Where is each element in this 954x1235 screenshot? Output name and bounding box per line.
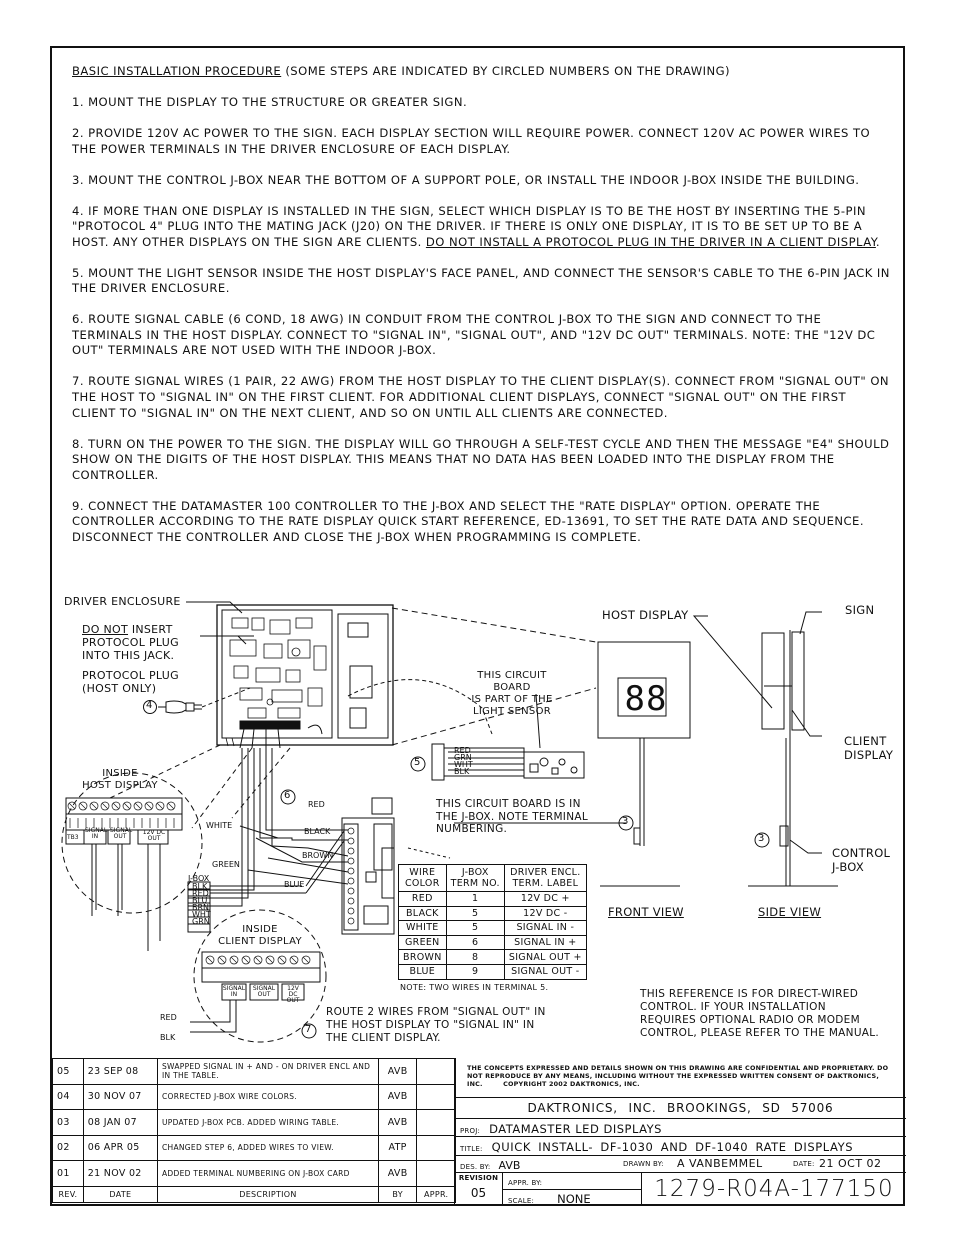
step-1: 1. MOUNT THE DISPLAY TO THE STRUCTURE OR GREATER SIGN. (72, 94, 468, 109)
ref-line1: THIS REFERENCE IS FOR DIRECT-WIRED (640, 988, 859, 1000)
header-wire-color: WIRE COLOR (399, 865, 447, 892)
company-name: DAKTRONICS, INC. BROOKINGS, SD 57006 (455, 1098, 906, 1119)
sensor-line2: IS PART OF THE (471, 694, 553, 705)
revision-number: 05 (470, 1186, 487, 1200)
step-4: 4. IF MORE THAN ONE DISPLAY IS INSTALLED IN THE SIGN, SELECT WHICH DISPLAY IS TO BE THE HOST BY INSERTING THE 5-PIN "PROTOCOL 4" PLUG INTO THE MATING JACK (J20) ON THE DRIVER. IF THERE IS ONLY ONE DISPLAY, IT IS TO BE SET UP TO BE A HOST. ANY OTHER DISPLAYS ON THE SIGN ARE CLIENTS. (72, 203, 866, 249)
procedure-heading: BASIC INSTALLATION PROCEDURE (72, 64, 282, 78)
project-row (455, 1119, 906, 1137)
route-line1: ROUTE 2 WIRES FROM "SIGNAL OUT" IN (326, 1006, 546, 1018)
jbox-wire-list (192, 883, 211, 925)
drawing-date: 21 OCT 02 (819, 1157, 882, 1170)
front-view-label: FRONT VIEW (608, 905, 684, 919)
table-row: GREEN 6 SIGNAL IN + (399, 935, 587, 950)
title-label: TITLE: (460, 1145, 483, 1153)
host-display-label: HOST DISPLAY (602, 608, 689, 622)
route-line2: THE HOST DISPLAY TO "SIGNAL IN" IN (326, 1019, 535, 1031)
scale-label: SCALE: (508, 1197, 535, 1205)
step-4-warning: DO NOT INSTALL A PROTOCOL PLUG IN THE DRIVER IN A CLIENT DISPLAY (425, 234, 876, 249)
scale-value: NONE (557, 1192, 591, 1206)
scale-box (503, 1190, 642, 1206)
step-4-end: . (875, 234, 881, 249)
title-block (454, 1058, 906, 1206)
drawn-by-label: DRAWN BY: (623, 1160, 664, 1168)
sensor-wire-blk: BLK (454, 767, 470, 776)
design-row (455, 1156, 906, 1173)
inside-host-label (80, 768, 160, 792)
ref-line2: CONTROL. IF YOUR INSTALLATION (640, 1001, 826, 1013)
step-3-marker-front: 3 (622, 816, 629, 827)
jbox-board-line3: NUMBERING. (436, 823, 508, 835)
wire-blue-label: BLUE (284, 880, 305, 889)
confidentiality-notice (455, 1058, 906, 1098)
step-8: 8. TURN ON THE POWER TO THE SIGN. THE DISPLAY WILL GO THROUGH A SELF-TEST CYCLE AND THEN THE MESSAGE "E4" SHOULD SHOW ON THE DIGITS OF THE HOST DISPLAY. THIS MEANS THAT NO DATA HAS BEEN LOADED INTO THE DISPLAY FROM THE CONTROLLER. (72, 436, 890, 482)
procedure-heading-note: (SOME STEPS ARE INDICATED BY CIRCLED NUMBERS ON THE DRAWING) (281, 64, 731, 78)
revision-label: REVISION (458, 1174, 499, 1182)
table-row: 03 08 JAN 07 UPDATED J-BOX PCB. ADDED WIRING TABLE. AVB (53, 1110, 456, 1136)
driver-enclosure-label: DRIVER ENCLOSURE (64, 595, 181, 608)
confidential-text: THE CONCEPTS EXPRESSED AND DETAILS SHOWN ON THIS DRAWING ARE CONFIDENTIAL AND PROPRIETARY. DO NOT REPRODUCE BY ANY MEANS, INCLUDING WITHOUT THE EXPRESSED WRITTEN CONSENT OF DAKTRONICS, INC. (467, 1064, 889, 1088)
wiring-note: NOTE: TWO WIRES IN TERMINAL 5. (400, 983, 549, 992)
step-3-marker-side: 3 (758, 833, 765, 844)
jbox-board-line1: THIS CIRCUIT BOARD IS IN (436, 798, 581, 810)
step-3: 3. MOUNT THE CONTROL J-BOX NEAR THE BOTTOM OF A SUPPORT POLE, OR INSTALL THE INDOOR J-BOX INSIDE THE BUILDING. (72, 172, 860, 187)
revision-box (455, 1173, 503, 1206)
header-driver-label: DRIVER ENCL. TERM. LABEL (504, 865, 586, 892)
step-5-marker: 5 (414, 757, 421, 768)
wire-white-label: WHITE (206, 821, 233, 830)
header-jbox-term: J-BOX TERM NO. (446, 865, 504, 892)
do-not-text: DO NOT (82, 623, 129, 636)
wiring-table-header (399, 865, 587, 892)
reference-note (640, 988, 879, 1040)
table-row: BLACK 5 12V DC - (399, 906, 587, 921)
step-7: 7. ROUTE SIGNAL WIRES (1 PAIR, 22 AWG) FROM THE HOST DISPLAY TO THE CLIENT DISPLAY(S). CONNECT FROM "SIGNAL OUT" ON THE HOST TO "SIGNAL IN" ON THE FIRST CLIENT. FOR ADDITIONAL CLIENT DISPLAYS, CONNECT "SIGNAL OUT" ON THE FIRST CLIENT TO "SIGNAL IN" ON THE NEXT CLIENT, AND SO ON UNTIL ALL CLIENTS ARE CONNECTED. (72, 374, 890, 420)
table-row: 05 23 SEP 08 SWAPPED SIGNAL IN + AND - ON DRIVER ENCL AND IN THE TABLE. AVB (53, 1059, 456, 1085)
inside-client-label (217, 924, 303, 948)
table-row: 01 21 NOV 02 ADDED TERMINAL NUMBERING ON J-BOX CARD AVB (53, 1161, 456, 1187)
jbox-wire-blk: BLK (192, 882, 208, 891)
jbox-small-label: J-BOX (188, 874, 210, 883)
drawing-number: 1279-R04A-177150 (654, 1176, 894, 1202)
wire-brown-label: BROWN (302, 851, 334, 860)
ref-line4: CONTROL, PLEASE REFER TO THE MANUAL. (640, 1027, 880, 1039)
sign-label: SIGN (845, 603, 875, 617)
inside-host-line2: HOST DISPLAY (82, 780, 158, 791)
client-wire-blk: BLK (160, 1033, 176, 1042)
inside-client-line2: CLIENT DISPLAY (218, 936, 302, 947)
step-5: 5. MOUNT THE LIGHT SENSOR INSIDE THE HOST DISPLAY'S FACE PANEL, AND CONNECT THE SENSOR'S CABLE TO THE 6-PIN JACK IN THE DRIVER ENCLOSURE. (72, 265, 890, 296)
front-view (598, 616, 772, 886)
route-line3: THE CLIENT DISPLAY. (326, 1032, 441, 1044)
protocol-plug-line1: PROTOCOL PLUG (82, 669, 179, 682)
jbox-board-line2: THE J-BOX. NOTE TERMINAL (436, 810, 588, 823)
revision-table (52, 1058, 456, 1203)
client-12v-label: 12V DC OUT (286, 985, 300, 1004)
sensor-wire-labels (454, 747, 473, 775)
side-view (748, 612, 838, 886)
control-jbox-label (832, 846, 890, 874)
inside-host-line1: INSIDE (102, 768, 138, 779)
step-7-marker: 7 (305, 1024, 312, 1035)
step-2: 2. PROVIDE 120V AC POWER TO THE SIGN. EACH DISPLAY SECTION WILL REQUIRE POWER. CONNECT 120V AC POWER WIRES TO THE POWER TERMINALS IN THE DRIVER ENCLOSURE OF EACH DISPLAY. (72, 125, 871, 156)
client-line2: DISPLAY (844, 748, 894, 762)
sensor-wire-grn: GRN (454, 753, 472, 762)
revision-table-header: REV. DATE DESCRIPTION BY APPR. (53, 1186, 456, 1202)
proj-label: PROJ: (460, 1127, 481, 1135)
host-digits: 88 (624, 679, 668, 719)
inside-client-line1: INSIDE (242, 924, 278, 935)
step-4-marker: 4 (146, 700, 153, 711)
table-row: BLUE 9 SIGNAL OUT - (399, 964, 587, 979)
client-signal-out-label: SIGNAL OUT (252, 985, 276, 998)
table-row: 04 30 NOV 07 CORRECTED J-BOX WIRE COLORS. AVB (53, 1084, 456, 1110)
ref-line3: REQUIRES OPTIONAL RADIO OR MODEM (640, 1014, 860, 1026)
copyright-text: COPYRIGHT 2002 DAKTRONICS, INC. (503, 1080, 640, 1088)
protocol-plug-text: PROTOCOL PLUG (82, 636, 179, 649)
step-9: 9. CONNECT THE DATAMASTER 100 CONTROLLER TO THE J-BOX AND SELECT THE "RATE DISPLAY" OPTION. OPERATE THE CONTROLLER ACCORDING TO THE RATE DISPLAY QUICK START REFERENCE, ED-13691, TO SET THE RATE DATA AND SEQUENCE. DISCONNECT THE CONTROLLER AND CLOSE THE J-BOX WHEN PROGRAMMING IS COMPLETE. (72, 498, 864, 544)
control-line2: J-BOX (832, 860, 865, 874)
jbox-board-label (436, 798, 588, 836)
sensor-wire-wht: WHT (454, 760, 473, 769)
title-row (455, 1137, 906, 1156)
drawing-sheet (50, 46, 905, 1206)
side-view-label: SIDE VIEW (758, 905, 822, 919)
date-label: DATE: (793, 1160, 815, 1168)
wire-red-label: RED (308, 800, 325, 809)
des-by: AVB (498, 1159, 521, 1172)
jbox-wire-wht: WHT (192, 910, 211, 919)
insert-text: INSERT (128, 623, 173, 636)
jbox-wire-grn: GRN (192, 917, 210, 926)
route-wires-label (326, 1006, 546, 1045)
host-12v-label: 12V DC OUT (142, 829, 166, 842)
table-row: WHITE 5 SIGNAL IN - (399, 921, 587, 936)
jbox-circuit-board (306, 798, 394, 934)
sensor-line3: LIGHT SENSOR (473, 706, 551, 717)
appr-label: APPR. BY: (508, 1179, 543, 1187)
into-jack-text: INTO THIS JACK. (82, 649, 175, 662)
host-signal-out-label: SIGNAL OUT (110, 827, 133, 840)
protocol-plug-line2: (HOST ONLY) (82, 682, 157, 695)
signal-cable (148, 748, 348, 951)
wire-green-label: GREEN (212, 860, 240, 869)
table-row: BROWN 8 SIGNAL OUT + (399, 950, 587, 965)
client-display-label (844, 734, 893, 762)
drawn-by: A VANBEMMEL (677, 1157, 763, 1170)
approved-box (503, 1173, 642, 1190)
drawing-title: QUICK INSTALL- DF-1030 AND DF-1040 RATE DISPLAYS (491, 1140, 854, 1154)
jbox-wire-blu: BLU (192, 896, 208, 905)
protocol-plug-label (82, 669, 179, 695)
jbox-wire-brn: BRN (192, 903, 210, 912)
des-by-label: DES. BY: (460, 1163, 491, 1171)
host-terminal-inset (62, 773, 202, 926)
jbox-wire-red: RED (192, 889, 209, 898)
step-6: 6. ROUTE SIGNAL CABLE (6 COND, 18 AWG) IN CONDUIT FROM THE CONTROL J-BOX TO THE SIGN AND CONNECT TO THE TERMINALS IN THE HOST DISPLAY. CONNECT TO "SIGNAL IN", "SIGNAL OUT", AND "12V DC OUT" TERMINALS. NOTE: THE "12V DC OUT" TERMINALS ARE NOT USED WITH THE INDOOR J-BOX. (72, 312, 876, 358)
client-line1: CLIENT (844, 734, 887, 748)
table-row: 02 06 APR 05 CHANGED STEP 6, ADDED WIRES TO VIEW. ATP (53, 1135, 456, 1161)
wire-black-label: BLACK (304, 827, 331, 836)
sensor-line1: THIS CIRCUIT BOARD (477, 670, 547, 693)
host-tb3-label: TB3 (67, 834, 79, 841)
project-name: DATAMASTER LED DISPLAYS (489, 1122, 662, 1136)
client-wire-red: RED (160, 1013, 177, 1022)
host-signal-in-label: SIGNAL IN (85, 827, 108, 840)
wiring-table (398, 864, 587, 980)
client-signal-in-label: SIGNAL IN (222, 985, 246, 998)
table-row: RED 1 12V DC + (399, 892, 587, 907)
sensor-wire-red: RED (454, 746, 471, 755)
sensor-board-label (462, 670, 562, 718)
do-not-insert-label (82, 623, 179, 662)
driver-enclosure (217, 605, 393, 748)
step-6-marker: 6 (284, 790, 291, 801)
control-line1: CONTROL (832, 846, 891, 860)
